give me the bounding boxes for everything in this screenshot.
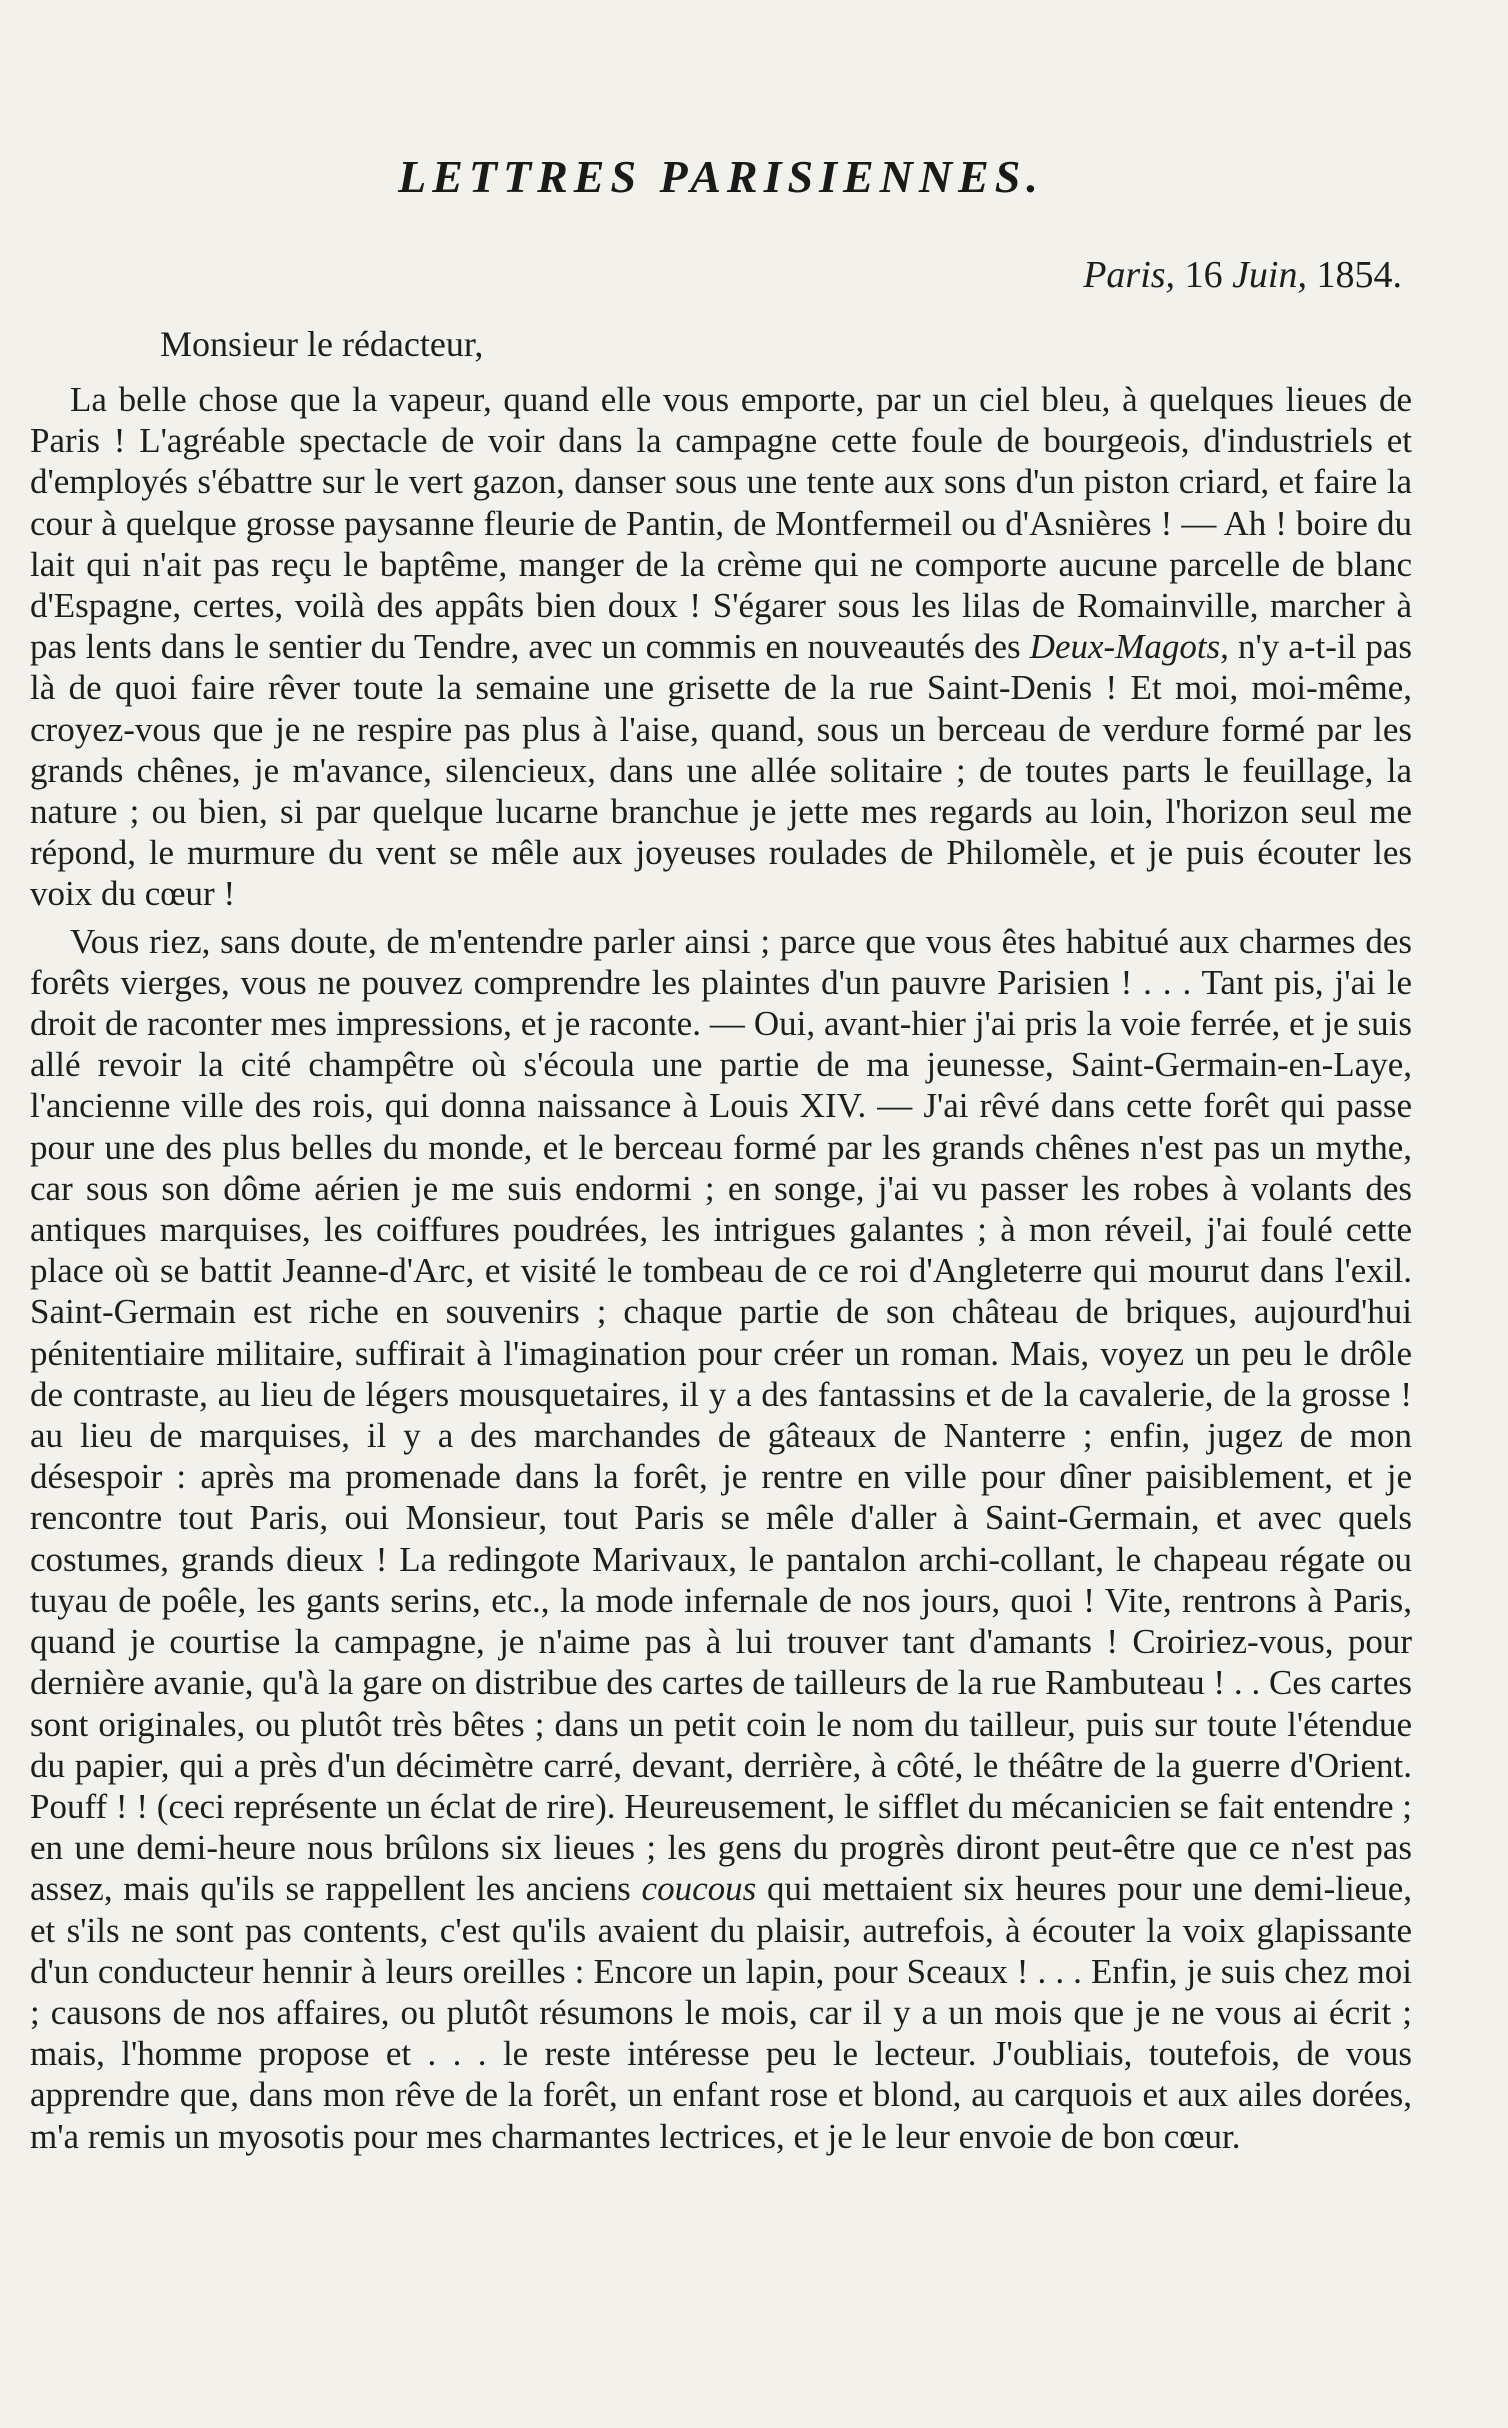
dateline-day: 16 [1175,254,1233,296]
article-title: LETTRES PARISIENNES. [398,151,1044,202]
paragraph-2 [30,921,1412,2157]
dateline-month: Juin, [1232,254,1307,296]
dateline-year: 1854. [1307,254,1402,296]
paragraph-2-italic: coucous [641,1869,757,1909]
paragraph-1-italic: Deux-Magots, [1029,627,1229,667]
dateline-place: Paris, [1083,254,1176,296]
paragraph-1 [30,379,1412,915]
dateline [30,253,1402,297]
paragraph-1-text-a: La belle chose que la vapeur, quand elle vous emporte, par un ciel bleu, à quelques lieues de Paris ! L'agréable spectacle de voir dans la campagne cette foule de bourgeois, d'industriels et d'employés s'ébattre sur le vert gazon, danser sous une tente aux sons d'un piston criard, et faire la cour à quelque grosse paysanne fleurie de Pantin, de Montfermeil ou d'Asnières ! — Ah ! boire du lait qui n'ait pas reçu le baptême, manger de la crème qui ne comporte aucune parcelle de blanc d'Espagne, certes, voilà des appâts bien doux ! S'égarer sous les lilas de Romainville, marcher à pas lents dans le sentier du Tendre, avec un commis en nouveautés des [30,380,1412,667]
salutation: Monsieur le rédacteur, [160,324,484,364]
paragraph-1-text-b: n'y a-t-il pas là de quoi faire rêver toute la semaine une grisette de la rue Saint-Denis ! Et moi, moi-même, croyez-vous que je ne respire pas plus à l'aise, quand, sous un berceau de verdure formé par les grands chênes, je m'avance, silencieux, dans une allée solitaire ; de toutes parts le feuillage, la nature ; ou bien, si par quelque lucarne branchue je jette mes regards au loin, l'horizon seul me répond, le murmure du vent se mêle aux joyeuses roulades de Philomèle, et je puis écouter les voix du cœur ! [30,627,1412,914]
paragraph-2-text-a: Vous riez, sans doute, de m'entendre parler ainsi ; parce que vous êtes habitué aux charmes des forêts vierges, vous ne pouvez comprendre les plaintes d'un pauvre Parisien ! . . . Tant pis, j'ai le droit de raconter mes impressions, et je raconte. — Oui, avant-hier j'ai pris la voie ferrée, et je suis allé revoir la cité champêtre où s'écoula une partie de ma jeunesse, Saint-Germain-en-Laye, l'ancienne ville des rois, qui donna naissance à Louis XIV. — J'ai rêvé dans cette forêt qui passe pour une des plus belles du monde, et le berceau formé par les grands chênes n'est pas un mythe, car sous son dôme aérien je me suis endormi ; en songe, j'ai vu passer les robes à volants des antiques marquises, les coiffures poudrées, les intrigues galantes ; à mon réveil, j'ai foulé cette place où se battit Jeanne-d'Arc, et visité le tombeau de ce roi d'Angleterre qui mourut dans l'exil. Saint-Germain est riche en souvenirs ; chaque partie de son château de briques, aujourd'hui pénitentiaire militaire, suffirait à l'imagination pour créer un roman. Mais, voyez un peu le drôle de contraste, au lieu de légers mousquetaires, il y a des fantassins et de la cavalerie, de la grosse ! au lieu de marquises, il y a des marchandes de gâteaux de Nanterre ; enfin, jugez de mon désespoir : après ma promenade dans la forêt, je rentre en ville pour dîner paisiblement, et je rencontre tout Paris, oui Monsieur, tout Paris se mêle d'aller à Saint-Germain, et avec quels costumes, grands dieux ! La redingote Marivaux, le pantalon archi-collant, le chapeau régate ou tuyau de poêle, les gants serins, etc., la mode infernale de nos jours, quoi ! Vite, rentrons à Paris, quand je courtise la campagne, je n'aime pas à lui trouver tant d'amants ! Croiriez-vous, pour dernière avanie, qu'à la gare on distribue des cartes de tailleurs de la rue Rambuteau ! . . Ces cartes sont originales, ou plutôt très bêtes ; dans un petit coin le nom du tailleur, puis sur toute l'étendue du papier, qui a près d'un décimètre carré, devant, derrière, à côté, le théâtre de la guerre d'Orient. Pouff ! ! (ceci représente un éclat de rire). Heureusement, le sifflet du mécanicien se fait entendre ; en une demi-heure nous brûlons six lieues ; les gens du progrès diront peut-être que ce n'est pas assez, mais qu'ils se rappellent les anciens [30,921,1412,1909]
paragraph-2-text-b: qui mettaient six heures pour une demi-lieue, et s'ils ne sont pas contents, c'est qu'ils avaient du plaisir, autrefois, à écouter la voix glapissante d'un conducteur hennir à leurs oreilles : Encore un lapin, pour Sceaux ! . . . Enfin, je suis chez moi ; causons de nos affaires, ou plutôt résumons le mois, car il y a un mois que je ne vous ai écrit ; mais, l'homme propose et . . . le reste intéresse peu le lecteur. J'oubliais, toutefois, de vous apprendre que, dans mon rêve de la forêt, un enfant rose et blond, au carquois et aux ailes dorées, m'a remis un myosotis pour mes charmantes lectrices, et je le leur envoie de bon cœur. [30,1869,1412,2156]
